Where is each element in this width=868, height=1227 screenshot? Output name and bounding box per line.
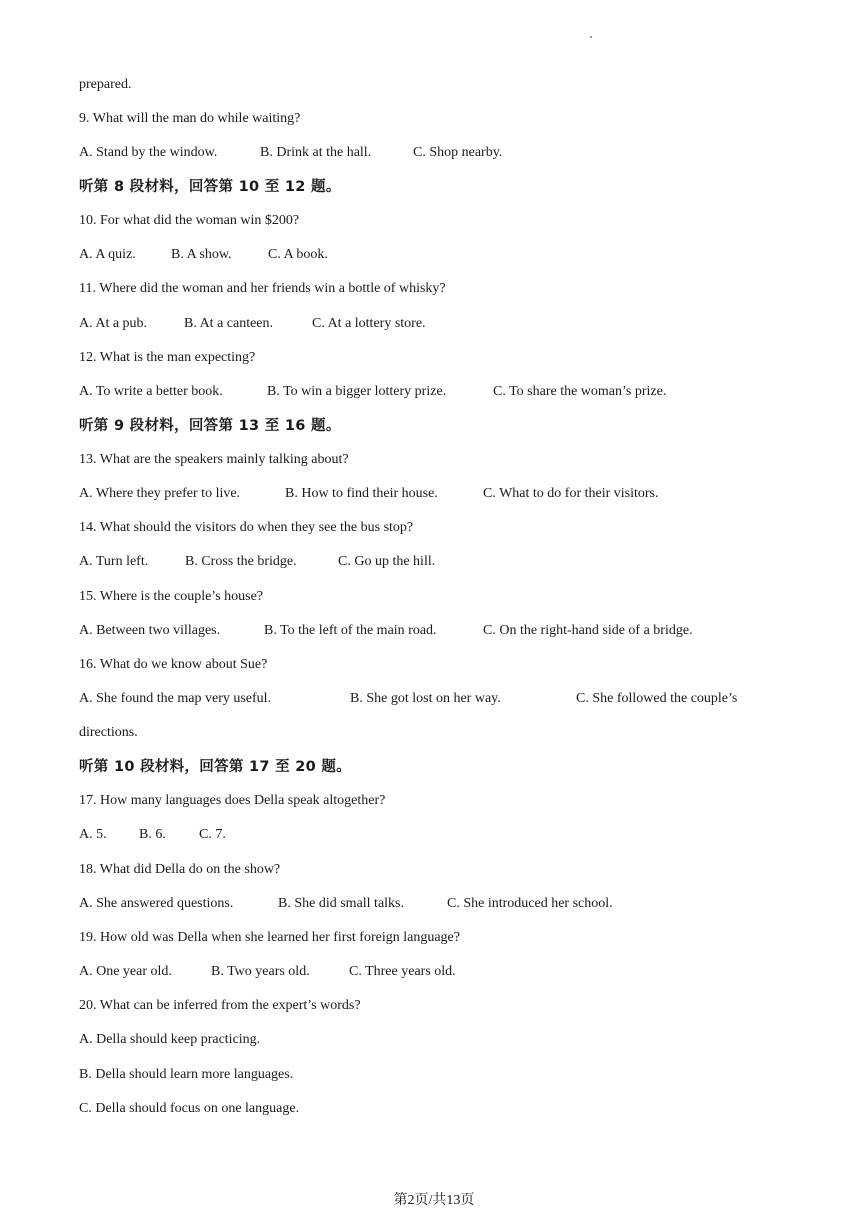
q11-option-c: C. At a lottery store. bbox=[312, 316, 426, 331]
q19-option-a: A. One year old. bbox=[79, 964, 172, 979]
q16-option-c-continuation: directions. bbox=[79, 725, 138, 740]
q10-option-c: C. A book. bbox=[268, 247, 328, 262]
question-20: 20. What can be inferred from the expert’s words? bbox=[79, 998, 361, 1013]
q14-option-b: B. Cross the bridge. bbox=[185, 554, 297, 569]
q15-option-b: B. To the left of the main road. bbox=[264, 623, 437, 638]
q19-option-c: C. Three years old. bbox=[349, 964, 456, 979]
q14-option-a: A. Turn left. bbox=[79, 554, 149, 569]
q17-option-a: A. 5. bbox=[79, 827, 107, 842]
q16-option-c: C. She followed the couple’s bbox=[576, 691, 738, 706]
q19-option-b: B. Two years old. bbox=[211, 964, 310, 979]
q11-option-b: B. At a canteen. bbox=[184, 316, 274, 331]
question-13: 13. What are the speakers mainly talking about? bbox=[79, 452, 349, 467]
question-9: 9. What will the man do while waiting? bbox=[79, 111, 301, 126]
q10-option-a: A. A quiz. bbox=[79, 247, 136, 262]
question-19: 19. How old was Della when she learned her first foreign language? bbox=[79, 930, 460, 945]
question-14: 14. What should the visitors do when they see the bus stop? bbox=[79, 520, 414, 535]
q11-option-a: A. At a pub. bbox=[79, 316, 148, 331]
scan-dot bbox=[590, 36, 592, 38]
question-15: 15. Where is the couple’s house? bbox=[79, 589, 264, 604]
question-11: 11. Where did the woman and her friends win a bottle of whisky? bbox=[79, 281, 446, 296]
q18-option-b: B. She did small talks. bbox=[278, 896, 404, 911]
q17-option-b: B. 6. bbox=[139, 827, 166, 842]
q16-option-b: B. She got lost on her way. bbox=[350, 691, 501, 706]
q10-option-b: B. A show. bbox=[171, 247, 232, 262]
question-17: 17. How many languages does Della speak altogether? bbox=[79, 793, 386, 808]
q17-option-c: C. 7. bbox=[199, 827, 226, 842]
q20-option-a: A. Della should keep practicing. bbox=[79, 1032, 261, 1047]
page-footer: 第2页/共13页 bbox=[393, 1193, 475, 1208]
question-16: 16. What do we know about Sue? bbox=[79, 657, 268, 672]
section-10-heading: 听第 10 段材料，回答第 17 至 20 题。 bbox=[79, 759, 352, 775]
question-12: 12. What is the man expecting? bbox=[79, 350, 256, 365]
q9-option-c: C. Shop nearby. bbox=[413, 145, 503, 160]
q13-option-b: B. How to find their house. bbox=[285, 486, 438, 501]
q13-option-a: A. Where they prefer to live. bbox=[79, 486, 241, 501]
q9-option-b: B. Drink at the hall. bbox=[260, 145, 372, 160]
section-8-heading: 听第 8 段材料，回答第 10 至 12 题。 bbox=[79, 179, 341, 195]
q18-option-a: A. She answered questions. bbox=[79, 896, 234, 911]
q9-option-a: A. Stand by the window. bbox=[79, 145, 218, 160]
question-10: 10. For what did the woman win $200? bbox=[79, 213, 300, 228]
q20-option-b: B. Della should learn more languages. bbox=[79, 1067, 294, 1082]
continuation-text: prepared. bbox=[79, 77, 132, 92]
q12-option-c: C. To share the woman’s prize. bbox=[493, 384, 667, 399]
q12-option-a: A. To write a better book. bbox=[79, 384, 223, 399]
q15-option-a: A. Between two villages. bbox=[79, 623, 221, 638]
section-9-heading: 听第 9 段材料，回答第 13 至 16 题。 bbox=[79, 418, 341, 434]
q13-option-c: C. What to do for their visitors. bbox=[483, 486, 659, 501]
q15-option-c: C. On the right-hand side of a bridge. bbox=[483, 623, 693, 638]
q16-option-a: A. She found the map very useful. bbox=[79, 691, 272, 706]
q20-option-c: C. Della should focus on one language. bbox=[79, 1101, 300, 1116]
q12-option-b: B. To win a bigger lottery prize. bbox=[267, 384, 447, 399]
q18-option-c: C. She introduced her school. bbox=[447, 896, 613, 911]
question-18: 18. What did Della do on the show? bbox=[79, 862, 281, 877]
q14-option-c: C. Go up the hill. bbox=[338, 554, 436, 569]
